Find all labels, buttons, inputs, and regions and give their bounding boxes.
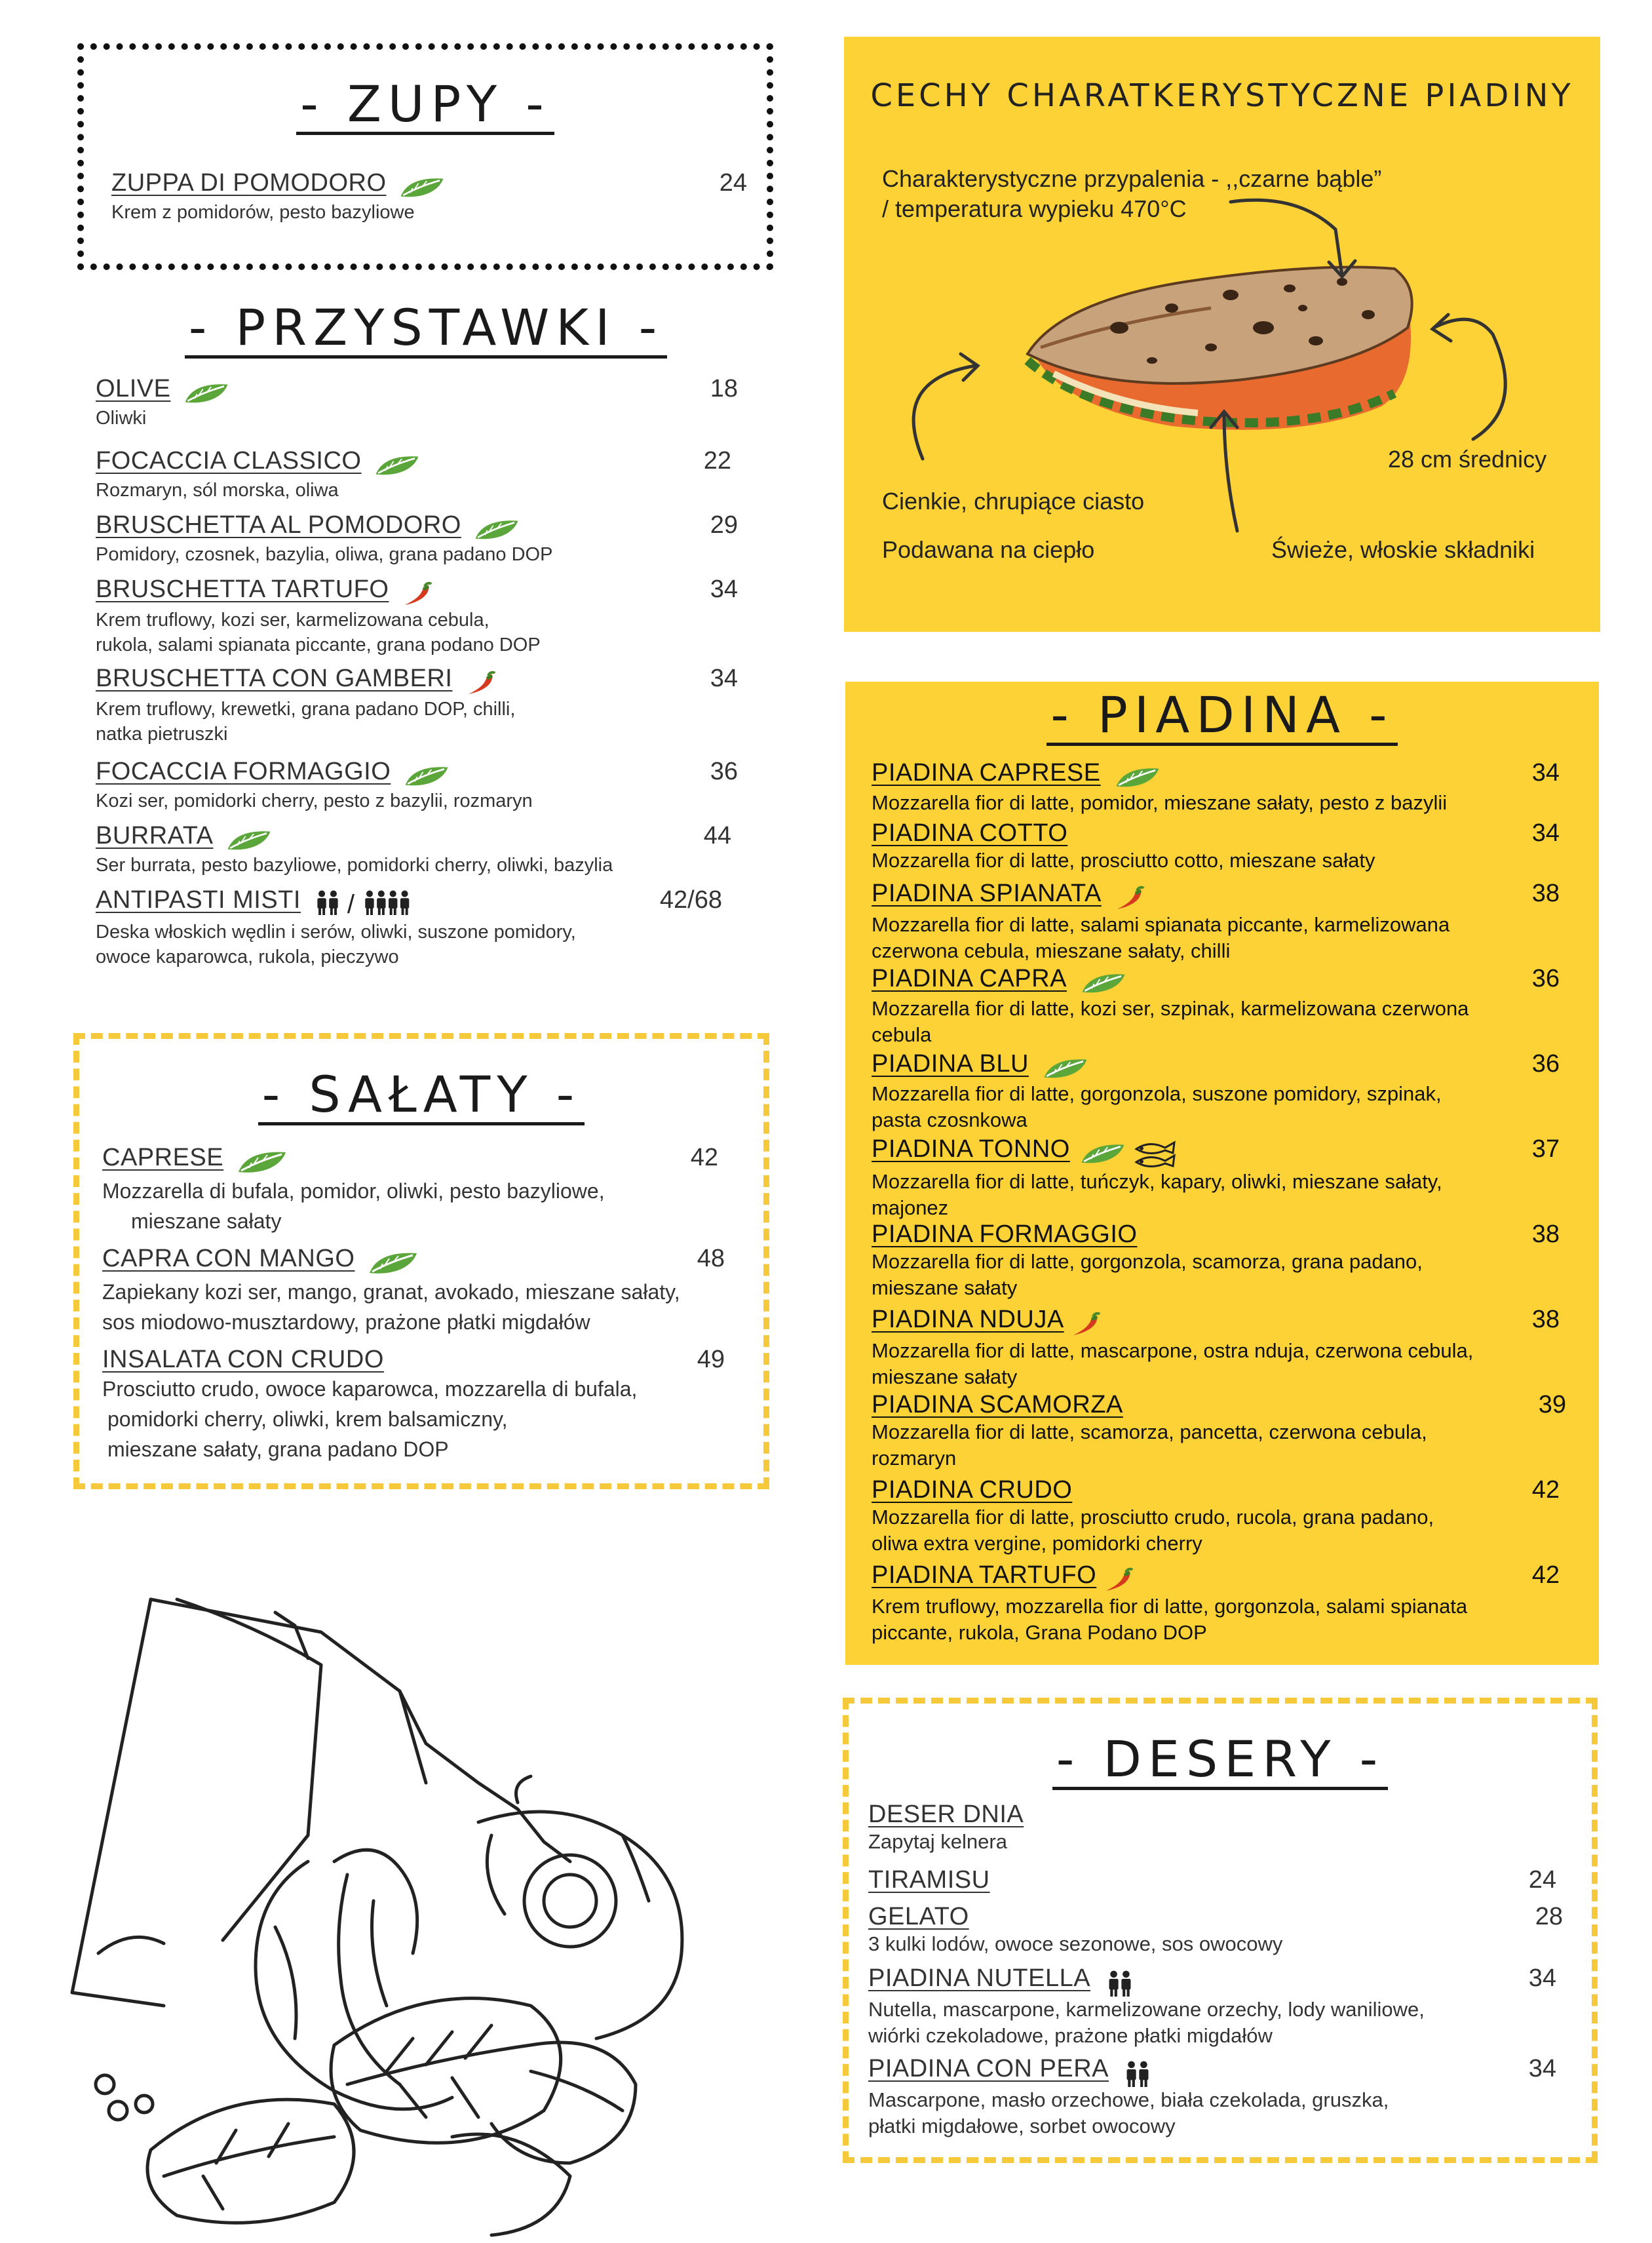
leaf-icon bbox=[367, 1251, 419, 1277]
item-price: 49 bbox=[697, 1346, 725, 1373]
menu-item bbox=[96, 511, 738, 567]
feature-fresh-ingredients: Świeże, włoskie składniki bbox=[1271, 536, 1535, 563]
item-desc: natka pietruszki bbox=[96, 723, 228, 745]
item-desc: Mozzarella fior di latte, prosciutto cotto, mieszane sałaty bbox=[872, 849, 1375, 872]
zupy-section bbox=[77, 43, 773, 270]
feature-served-warm: Podawana na ciepło bbox=[882, 536, 1095, 563]
item-price: 29 bbox=[710, 511, 738, 539]
menu-item bbox=[868, 1866, 1556, 1894]
item-price: 42 bbox=[1531, 1476, 1560, 1504]
menu-item bbox=[96, 447, 738, 503]
desery-section bbox=[843, 1698, 1598, 2163]
menu-item bbox=[872, 965, 1586, 1048]
leaf-icon bbox=[1041, 1057, 1090, 1081]
item-desc: Krem truflowy, mozzarella fior di latte, gorgonzola, salami spianata bbox=[872, 1594, 1468, 1618]
item-price: 44 bbox=[703, 822, 731, 849]
item-price: 42/68 bbox=[659, 886, 722, 914]
item-desc: Zapiekany kozi ser, mango, granat, avokado, mieszane sałaty, bbox=[102, 1279, 680, 1304]
item-price: 18 bbox=[710, 375, 738, 402]
menu-item bbox=[102, 1245, 738, 1337]
feature-text: / temperatura wypieku 470°C bbox=[882, 195, 1187, 222]
menu-item bbox=[102, 1144, 738, 1236]
menu-item bbox=[872, 1220, 1586, 1301]
feature-thin-dough: Cienkie, chrupiące ciasto bbox=[882, 488, 1145, 515]
item-price: 24 bbox=[719, 169, 747, 197]
item-name: TIRAMISU bbox=[868, 1866, 990, 1894]
przystawki-title: - PRZYSTAWKI - bbox=[79, 298, 773, 359]
item-desc: sos miodowo-musztardowy, prażone płatki migdałów bbox=[102, 1310, 590, 1334]
item-desc: płatki migdałowe, sorbet owocowy bbox=[868, 2114, 1176, 2137]
menu-item bbox=[872, 1561, 1586, 1646]
item-price: 38 bbox=[1531, 1220, 1560, 1248]
item-desc: Ser burrata, pesto bazyliowe, pomidorki cherry, oliwki, bazylia bbox=[96, 854, 613, 876]
item-desc: Mozzarella fior di latte, gorgonzola, suszone pomidory, szpinak, bbox=[872, 1082, 1442, 1105]
item-desc: mieszane sałaty, grana padano DOP bbox=[107, 1437, 449, 1461]
item-name: PIADINA TARTUFO bbox=[872, 1561, 1097, 1589]
item-price: 48 bbox=[697, 1245, 725, 1272]
item-name: PIADINA NUTELLA bbox=[868, 1964, 1091, 1992]
piadina-title: - PIADINA - bbox=[845, 686, 1599, 746]
item-name: PIADINA SCAMORZA bbox=[872, 1391, 1123, 1418]
item-desc: Mozzarella fior di latte, kozi ser, szpinak, karmelizowana czerwona bbox=[872, 996, 1469, 1020]
piadina-illustration bbox=[844, 197, 1600, 564]
item-desc: mieszane sałaty bbox=[872, 1276, 1018, 1299]
item-desc: pasta czosnkowa bbox=[872, 1108, 1028, 1131]
item-desc: mieszane sałaty bbox=[872, 1365, 1018, 1388]
item-desc: Krem z pomidorów, pesto bazyliowe bbox=[111, 201, 415, 223]
item-desc: Mozzarella fior di latte, pomidor, mieszane sałaty, pesto z bazylii bbox=[872, 790, 1448, 814]
leaf-icon bbox=[183, 382, 230, 406]
item-name: CAPRESE bbox=[102, 1144, 224, 1171]
item-desc: Rozmaryn, sól morska, oliwa bbox=[96, 479, 339, 501]
item-name: GELATO bbox=[868, 1903, 969, 1930]
leaf-icon bbox=[225, 829, 273, 853]
item-name: PIADINA COTTO bbox=[872, 819, 1068, 847]
item-price: 34 bbox=[710, 575, 738, 603]
item-name: INSALATA CON CRUDO bbox=[102, 1346, 384, 1373]
item-name: PIADINA FORMAGGIO bbox=[872, 1220, 1138, 1248]
salaty-title: - SAŁATY - bbox=[79, 1065, 763, 1125]
chili-icon bbox=[1069, 1312, 1102, 1338]
cechy-title: CECHY CHARATKERYSTYCZNE PIADINY bbox=[870, 77, 1574, 114]
menu-item bbox=[96, 886, 738, 969]
menu-item bbox=[102, 1346, 738, 1464]
item-price: 34 bbox=[710, 665, 738, 692]
item-desc: owoce kaparowca, rukola, pieczywo bbox=[96, 946, 399, 968]
item-desc: Mozzarella fior di latte, tuńczyk, kapary, oliwki, mieszane sałaty, bbox=[872, 1169, 1442, 1193]
chili-icon bbox=[401, 581, 434, 608]
item-price: 42 bbox=[1531, 1561, 1560, 1589]
leaf-icon bbox=[236, 1150, 288, 1176]
fish-icon bbox=[1131, 1140, 1178, 1169]
item-desc: Mozzarella fior di latte, salami spianata piccante, karmelizowana bbox=[872, 912, 1450, 936]
desery-title: - DESERY - bbox=[849, 1730, 1592, 1790]
menu-item bbox=[872, 880, 1586, 964]
item-name: PIADINA CRUDO bbox=[872, 1476, 1073, 1504]
item-desc: rukola, salami spianata piccante, grana podano DOP bbox=[96, 634, 541, 655]
item-desc: Mozzarella fior di latte, scamorza, pancetta, czerwona cebula, bbox=[872, 1420, 1427, 1443]
item-desc: Mascarpone, masło orzechowe, biała czekolada, gruszka, bbox=[868, 2088, 1389, 2111]
feature-text: Charakterystyczne przypalenia - ,,czarne bąble” bbox=[882, 165, 1382, 192]
menu-item bbox=[872, 1391, 1586, 1472]
item-name: BRUSCHETTA TARTUFO bbox=[96, 575, 389, 603]
item-price: 38 bbox=[1531, 1306, 1560, 1333]
people-icon bbox=[1124, 2061, 1151, 2087]
item-price: 39 bbox=[1538, 1391, 1566, 1418]
item-desc: Nutella, mascarpone, karmelizowane orzechy, lody waniliowe, bbox=[868, 1997, 1425, 2021]
item-desc: czerwona cebula, mieszane sałaty, chilli bbox=[872, 939, 1231, 962]
item-price: 36 bbox=[710, 758, 738, 785]
menu-item bbox=[868, 1903, 1563, 1957]
leaf-icon bbox=[398, 176, 446, 200]
chili-icon bbox=[1102, 1567, 1135, 1593]
item-name: PIADINA CON PERA bbox=[868, 2055, 1109, 2082]
item-desc: Mozzarella fior di latte, prosciutto crudo, rucola, grana padano, bbox=[872, 1506, 1434, 1529]
item-desc: majonez bbox=[872, 1196, 949, 1219]
item-desc: Mozzarella fior di latte, mascarpone, ostra nduja, czerwona cebula, bbox=[872, 1338, 1474, 1362]
leaf-icon bbox=[374, 454, 421, 478]
menu-item bbox=[868, 2055, 1556, 2139]
item-price: 28 bbox=[1535, 1903, 1563, 1930]
menu-item bbox=[872, 1306, 1586, 1390]
item-price: 38 bbox=[1531, 880, 1560, 907]
item-price: 34 bbox=[1528, 2055, 1556, 2082]
item-name: ANTIPASTI MISTI bbox=[96, 886, 301, 914]
item-name: PIADINA CAPRA bbox=[872, 965, 1067, 992]
cheese-garlic-basil-illustration bbox=[59, 1586, 780, 2242]
people-separator: / bbox=[347, 890, 355, 920]
item-desc: 3 kulki lodów, owoce sezonowe, sos owocowy bbox=[868, 1932, 1283, 1955]
item-price: 36 bbox=[1531, 1050, 1560, 1078]
feature-diameter: 28 cm średnicy bbox=[1388, 446, 1547, 473]
chili-icon bbox=[1113, 886, 1146, 912]
menu-item bbox=[868, 1964, 1556, 2049]
item-desc: oliwa extra vergine, pomidorki cherry bbox=[872, 1532, 1202, 1555]
item-desc: Prosciutto crudo, owoce kaparowca, mozzarella di bufala, bbox=[102, 1377, 638, 1401]
item-name: BRUSCHETTA CON GAMBERI bbox=[96, 665, 453, 692]
leaf-icon bbox=[1078, 1142, 1128, 1166]
item-price: 22 bbox=[703, 447, 731, 475]
item-name: CAPRA CON MANGO bbox=[102, 1245, 355, 1272]
item-desc: mieszane sałaty bbox=[131, 1209, 282, 1233]
item-name: FOCACCIA FORMAGGIO bbox=[96, 758, 391, 785]
leaf-icon bbox=[473, 518, 520, 542]
item-price: 36 bbox=[1531, 965, 1560, 992]
item-desc: pomidorki cherry, oliwki, krem balsamiczny, bbox=[107, 1407, 508, 1431]
menu-item bbox=[872, 1476, 1586, 1557]
item-desc: piccante, rukola, Grana Podano DOP bbox=[872, 1620, 1207, 1644]
item-name: PIADINA TONNO bbox=[872, 1135, 1070, 1163]
menu-item bbox=[96, 375, 738, 431]
zupy-title: - ZUPY - bbox=[84, 75, 767, 135]
item-desc: Zapytaj kelnera bbox=[868, 1830, 1007, 1853]
item-desc: Kozi ser, pomidorki cherry, pesto z bazylii, rozmaryn bbox=[96, 790, 533, 811]
item-name: BRUSCHETTA AL POMODORO bbox=[96, 511, 461, 539]
item-name: FOCACCIA CLASSICO bbox=[96, 447, 362, 475]
leaf-icon bbox=[1079, 972, 1128, 996]
item-price: 37 bbox=[1531, 1135, 1560, 1163]
item-price: 24 bbox=[1528, 1866, 1556, 1894]
menu-item bbox=[872, 1135, 1586, 1221]
menu-item bbox=[872, 759, 1560, 816]
item-price: 42 bbox=[690, 1144, 718, 1171]
item-name: PIADINA BLU bbox=[872, 1050, 1029, 1078]
item-name: DESER DNIA bbox=[868, 1801, 1024, 1828]
item-desc: Mozzarella fior di latte, gorgonzola, scamorza, grana padano, bbox=[872, 1250, 1423, 1273]
item-name: PIADINA SPIANATA bbox=[872, 880, 1102, 907]
item-desc: Deska włoskich wędlin i serów, oliwki, suszone pomidory, bbox=[96, 922, 576, 943]
item-name: PIADINA NDUJA bbox=[872, 1306, 1064, 1333]
item-name: BURRATA bbox=[96, 822, 214, 849]
item-desc: Krem truflowy, kozi ser, karmelizowana cebula, bbox=[96, 609, 490, 631]
salaty-section bbox=[73, 1033, 769, 1489]
menu-item bbox=[96, 665, 738, 747]
leaf-icon bbox=[1113, 766, 1162, 790]
menu-item bbox=[96, 822, 738, 878]
item-desc: Pomidory, czosnek, bazylia, oliwa, grana padano DOP bbox=[96, 543, 553, 565]
menu-item bbox=[872, 819, 1560, 874]
leaf-icon bbox=[403, 765, 450, 789]
menu-item bbox=[868, 1801, 1556, 1855]
item-desc: rozmaryn bbox=[872, 1447, 957, 1470]
menu-item bbox=[111, 169, 747, 225]
item-price: 34 bbox=[1531, 819, 1560, 847]
item-name: OLIVE bbox=[96, 375, 171, 402]
item-desc: Krem truflowy, krewetki, grana padano DOP, chilli, bbox=[96, 698, 516, 720]
item-name: ZUPPA DI POMODORO bbox=[111, 169, 387, 197]
item-price: 34 bbox=[1531, 759, 1560, 787]
chili-icon bbox=[465, 671, 497, 697]
people-icon bbox=[1107, 1970, 1133, 1997]
people-icon bbox=[317, 890, 415, 920]
item-desc: cebula bbox=[872, 1023, 932, 1046]
menu-item bbox=[872, 1050, 1586, 1133]
item-name: PIADINA CAPRESE bbox=[872, 759, 1101, 787]
item-desc: Mozzarella di bufala, pomidor, oliwki, pesto bazyliowe, bbox=[102, 1179, 605, 1203]
menu-item bbox=[96, 575, 738, 657]
item-price: 34 bbox=[1528, 1964, 1556, 1992]
menu-item bbox=[96, 758, 738, 813]
item-desc: Oliwki bbox=[96, 407, 147, 429]
item-desc: wiórki czekoladowe, prażone płatki migdałów bbox=[868, 2023, 1273, 2047]
